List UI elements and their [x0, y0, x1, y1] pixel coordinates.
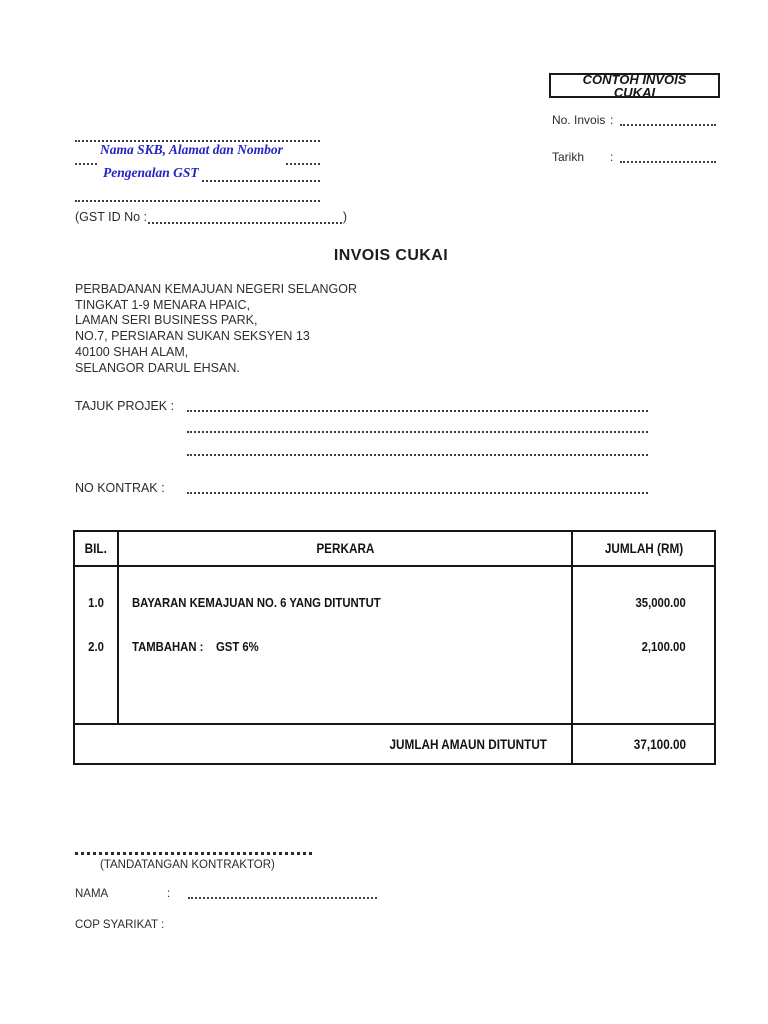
recipient-line: PERBADANAN KEMAJUAN NEGERI SELANGOR: [75, 282, 358, 296]
dotted-line: [75, 189, 320, 202]
invoice-date-label: Tarikh: [552, 150, 585, 164]
dotted-line: [75, 129, 320, 142]
dotted-line: [187, 421, 648, 433]
recipient-line: NO.7, PERSIARAN SUKAN SEKSYEN 13: [75, 329, 310, 344]
sender-address-block: [75, 134, 347, 224]
stamp-title-line1: CONTOH INVOIS: [582, 71, 687, 87]
signer-name-colon: :: [167, 888, 171, 900]
company-stamp-label: COP SYARIKAT :: [75, 919, 165, 931]
sender-placeholder-line1: Nama SKB, Alamat dan Nombor: [100, 142, 283, 157]
signer-name-label: NAMA: [75, 888, 109, 900]
recipient-line: TINGKAT 1-9 MENARA HPAIC,: [75, 297, 251, 312]
header-cell-perkara: [119, 532, 573, 565]
row-number: 1.0: [88, 595, 104, 610]
contract-number-row: [75, 481, 648, 495]
invoice-number-colon: :: [610, 113, 614, 127]
stamp-title-line2: CUKAI: [613, 84, 656, 100]
row-description: BAYARAN KEMAJUAN NO. 6 YANG DITUNTUT: [132, 595, 381, 610]
header-jumlah-label: JUMLAH (RM): [604, 541, 683, 556]
header-cell-bil: [75, 532, 119, 565]
invoice-items-table: [73, 530, 716, 765]
recipient-address-block: [75, 282, 357, 376]
gst-id-close-paren: ): [342, 210, 347, 224]
table-body: [75, 567, 714, 723]
signature-dotted-line: [75, 843, 312, 855]
row-amount: 2,100.00: [641, 639, 686, 654]
sample-invoice-stamp-box: [549, 73, 720, 98]
sender-dotted-row: [75, 183, 320, 203]
recipient-line: SELANGOR DARUL EHSAN.: [75, 360, 240, 375]
column-jumlah: [573, 567, 714, 723]
page-title: INVOIS CUKAI: [333, 247, 449, 264]
column-perkara: [119, 567, 573, 723]
column-bil: [75, 567, 119, 723]
total-value-cell: [573, 725, 714, 763]
dotted-line: [187, 400, 648, 412]
sender-name-row: [75, 143, 320, 166]
project-title-row: [75, 399, 648, 413]
project-title-label: TAJUK PROJEK :: [75, 399, 175, 413]
table-header-row: [75, 532, 714, 567]
dotted-line: [187, 482, 648, 494]
row-description: TAMBAHAN : GST 6%: [132, 639, 259, 654]
row-number: 2.0: [88, 639, 104, 654]
dotted-line: [75, 152, 97, 165]
signer-name-row: [75, 888, 377, 900]
gst-id-row: [75, 210, 347, 224]
invoice-number-label: No. Invois: [552, 113, 606, 127]
sender-placeholder-line2: Pengenalan GST: [103, 165, 199, 180]
table-total-row: [75, 723, 714, 763]
dotted-line: [188, 888, 377, 899]
dotted-line: [620, 151, 716, 163]
dotted-line: [620, 114, 716, 126]
dotted-line: [148, 212, 342, 224]
contract-number-label: NO KONTRAK :: [75, 481, 165, 495]
header-bil-label: BIL.: [84, 541, 108, 556]
gst-id-label: (GST ID No :: [75, 210, 148, 224]
dotted-line: [187, 444, 648, 456]
total-amount: 37,100.00: [633, 736, 686, 752]
total-label: JUMLAH AMAUN DITUNTUT: [389, 736, 547, 752]
total-label-cell: [75, 725, 573, 763]
dotted-line: [286, 152, 320, 165]
header-perkara-label: PERKARA: [315, 541, 375, 556]
recipient-line: 40100 SHAH ALAM,: [75, 344, 189, 359]
header-cell-jumlah: [573, 532, 714, 565]
invoice-number-row: [552, 113, 716, 127]
dotted-line: [202, 169, 320, 182]
row-amount: 35,000.00: [635, 595, 686, 610]
sender-gst-note-row: [75, 166, 320, 183]
recipient-line: LAMAN SERI BUSINESS PARK,: [75, 313, 258, 328]
invoice-date-row: [552, 150, 716, 164]
invoice-date-colon: :: [610, 150, 614, 164]
signature-caption: (TANDATANGAN KONTRAKTOR): [100, 859, 275, 871]
